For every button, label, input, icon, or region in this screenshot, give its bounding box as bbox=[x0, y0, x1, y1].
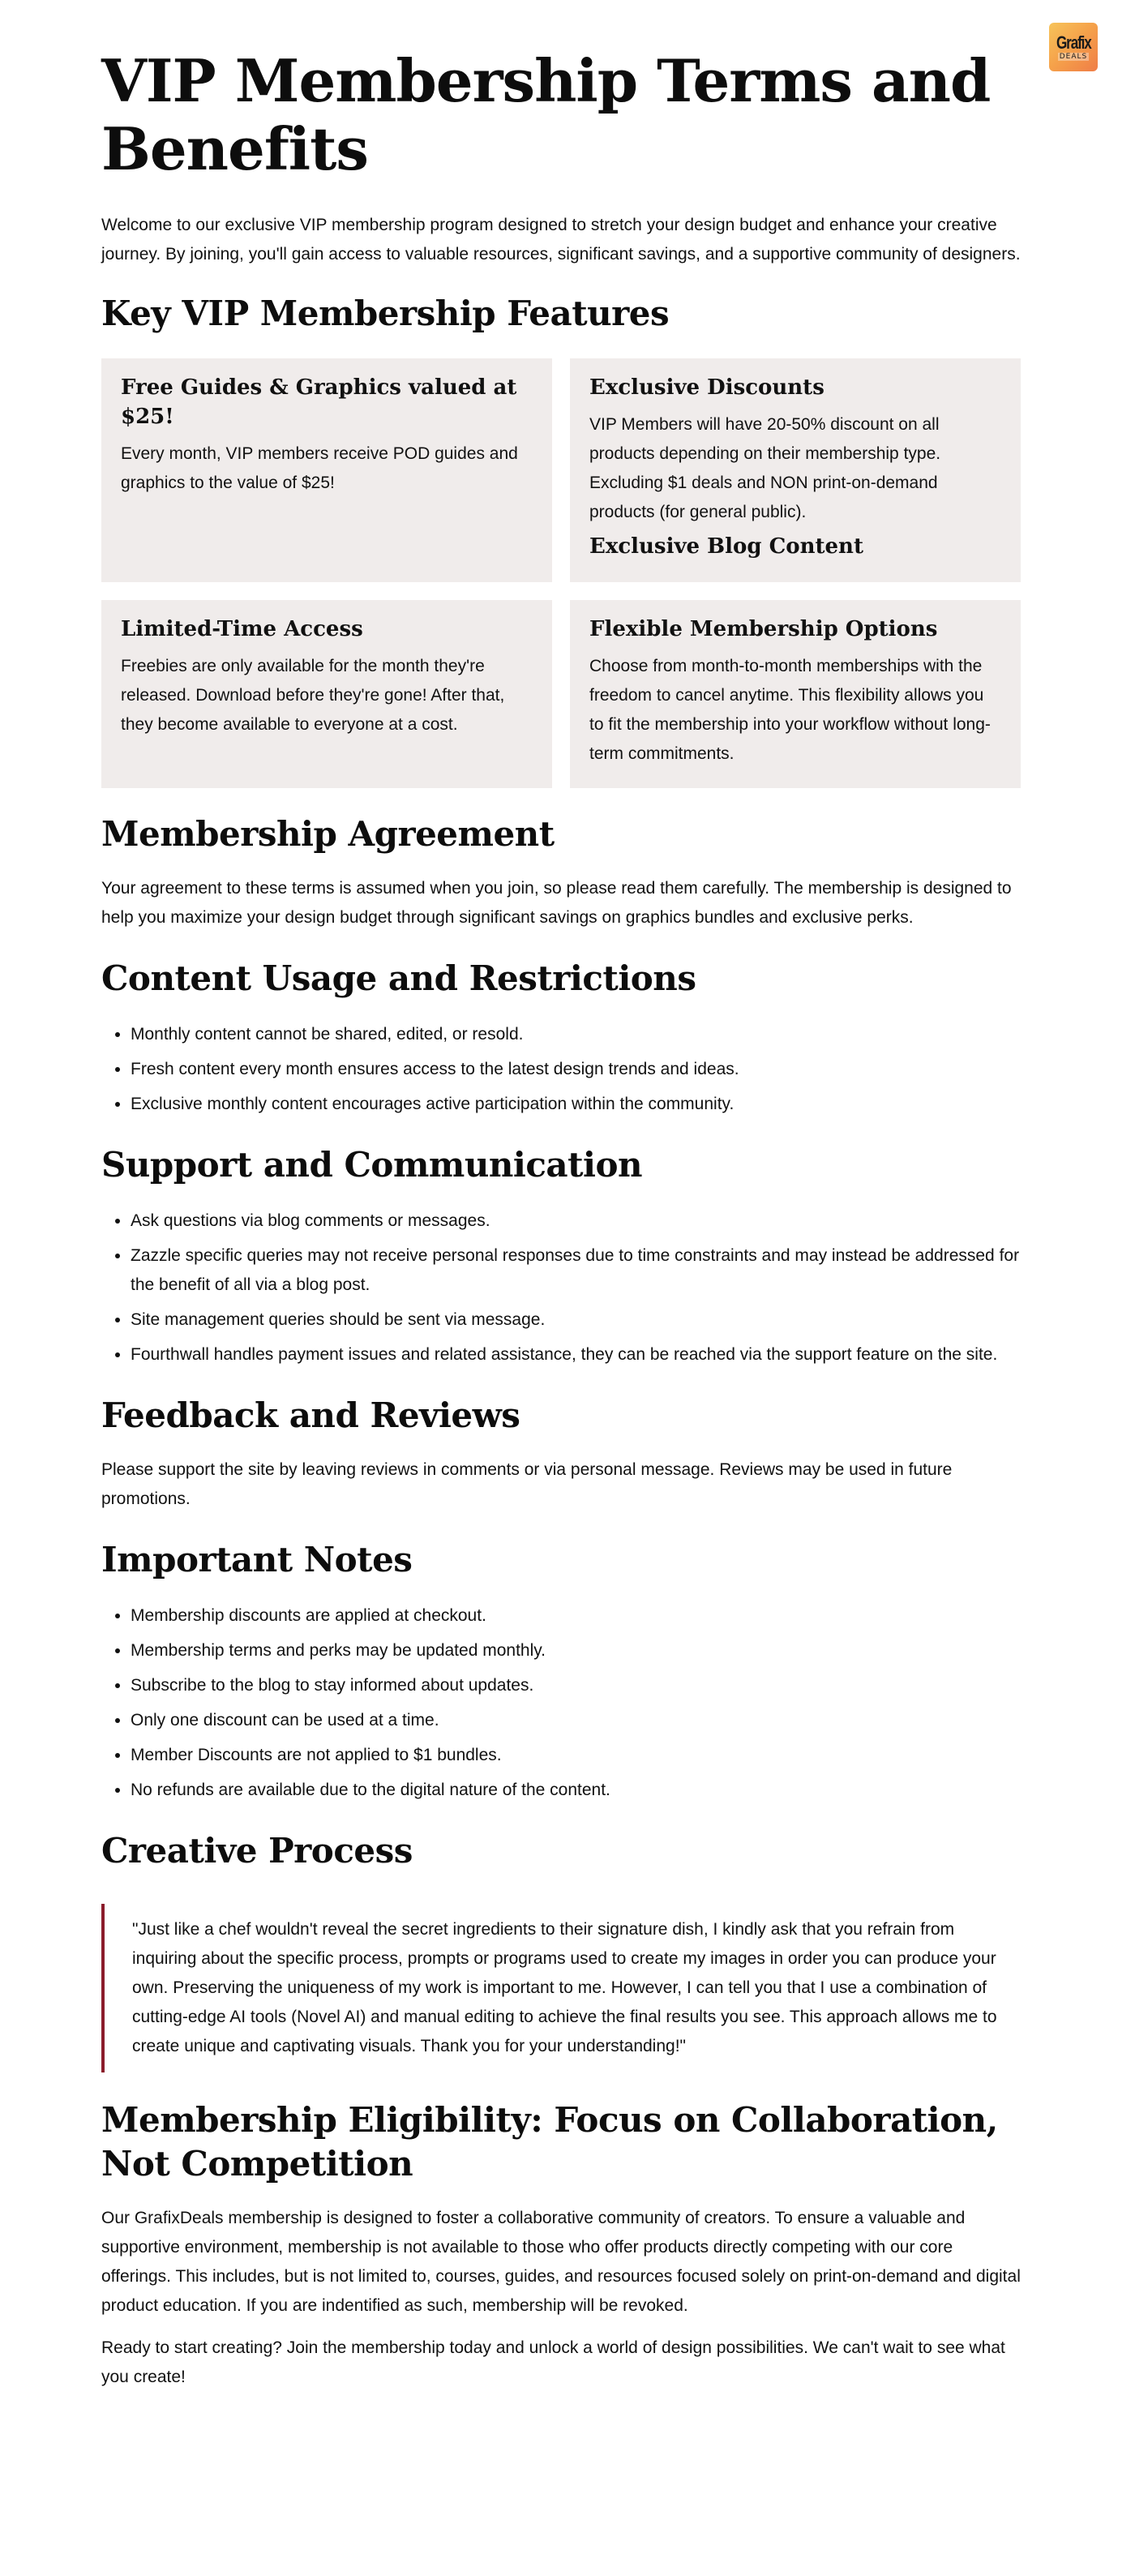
creative-process-quote bbox=[101, 1904, 1021, 2072]
features-heading: Key VIP Membership Features bbox=[101, 294, 670, 333]
list-item: • Fourthwall handles payment issues and related assistance, they can be reached via the support feature on the site. bbox=[131, 1340, 1021, 1369]
list-item: • Exclusive monthly content encourages active participation within the community. bbox=[131, 1090, 1021, 1119]
feature-card-title: Limited-Time Access bbox=[121, 617, 363, 641]
logo-wordmark: Grafix bbox=[1056, 32, 1091, 53]
agreement-heading: Membership Agreement bbox=[101, 814, 555, 854]
feature-card-body: Choose from month-to-month memberships with the freedom to cancel anytime. This flexibility allows you to fit the membership into your workflow without long-term commitments. bbox=[589, 657, 991, 763]
feature-card-exclusive-discounts bbox=[570, 358, 1021, 582]
agreement-paragraph: Your agreement to these terms is assumed when you join, so please read them carefully. The membership is designed to help you maximize your design budget through significant savings on graphics bundles and exclusive perks. bbox=[101, 879, 1012, 927]
page-title: VIP Membership Terms and Benefits bbox=[101, 46, 991, 183]
feature-card-body: Every month, VIP members receive POD guides and graphics to the value of $25! bbox=[121, 444, 518, 492]
feature-card-limited-time bbox=[101, 600, 552, 788]
eligibility-paragraph: Our GrafixDeals membership is designed to foster a collaborative community of creators. To ensure a valuable and supportive environment, membership is not available to those who offer products directly competing with our core offerings. This includes, but is not limited to, courses, guides, and resources focused solely on print-on-demand and digital product education. If you are indentified as such, membership will be revoked. bbox=[101, 2209, 1021, 2315]
closing-paragraph: Ready to start creating? Join the membership today and unlock a world of design possibilities. We can't wait to see what you create! bbox=[101, 2338, 1005, 2386]
feature-card-title: Exclusive Discounts bbox=[589, 375, 824, 400]
feature-card-flexible-options bbox=[570, 600, 1021, 788]
list-item: • Only one discount can be used at a time. bbox=[131, 1706, 1021, 1735]
list-item: • Zazzle specific queries may not receive personal responses due to time constraints and may instead be addressed for the benefit of all via a blog post. bbox=[131, 1241, 1021, 1300]
quote-text: "Just like a chef wouldn't reveal the secret ingredients to their signature dish, I kindly ask that you refrain from inquiring about the specific process, prompts or programs used to create my images in order you can produce your own. Preserving the uniqueness of my work is important to me. However, I can tell you that I use a combination of cutting-edge AI tools (Novel AI) and manual editing to achieve the final results you see. This approach allows me to create unique and captivating visuals. Thank you for your understanding!" bbox=[132, 1920, 997, 2055]
feature-card-body: VIP Members will have 20-50% discount on all products depending on their membership type. Excluding $1 deals and NON print-on-demand products (for general public). bbox=[589, 415, 941, 521]
list-item: • Ask questions via blog comments or messages. bbox=[131, 1207, 1021, 1236]
features-grid bbox=[101, 358, 1021, 788]
list-item: • Site management queries should be sent via message. bbox=[131, 1305, 1021, 1335]
feedback-heading: Feedback and Reviews bbox=[101, 1395, 520, 1435]
feedback-paragraph: Please support the site by leaving reviews in comments or via personal message. Reviews may be used in future promotions. bbox=[101, 1460, 953, 1508]
list-item: • Monthly content cannot be shared, edited, or resold. bbox=[131, 1020, 1021, 1049]
intro-paragraph: Welcome to our exclusive VIP membership program designed to stretch your design budget and enhance your creative journey. By joining, you'll gain access to valuable resources, significant savings, and a supportive community of designers. bbox=[101, 216, 1021, 264]
notes-list bbox=[101, 1601, 1021, 1805]
feature-card-body: Freebies are only available for the month they're released. Download before they're gone! After that, they become available to everyone at a cost. bbox=[121, 657, 505, 734]
logo-tagline: DEALS bbox=[1059, 52, 1088, 61]
list-item: • Fresh content every month ensures access to the latest design trends and ideas. bbox=[131, 1055, 1021, 1084]
eligibility-heading: Membership Eligibility: Focus on Collaboration, Not Competition bbox=[101, 2100, 998, 2184]
feature-card-subtitle-blog-content: Exclusive Blog Content bbox=[589, 534, 863, 559]
list-item: • Member Discounts are not applied to $1 bundles. bbox=[131, 1741, 1021, 1770]
notes-heading: Important Notes bbox=[101, 1540, 413, 1579]
grafix-deals-logo[interactable] bbox=[1049, 23, 1098, 71]
creative-process-heading: Creative Process bbox=[101, 1831, 413, 1871]
support-list bbox=[101, 1207, 1021, 1369]
feature-card-free-guides bbox=[101, 358, 552, 582]
list-item: • Membership terms and perks may be updated monthly. bbox=[131, 1636, 1021, 1665]
list-item: • Subscribe to the blog to stay informed about updates. bbox=[131, 1671, 1021, 1700]
content-usage-heading: Content Usage and Restrictions bbox=[101, 958, 696, 998]
list-item: • Membership discounts are applied at checkout. bbox=[131, 1601, 1021, 1631]
support-heading: Support and Communication bbox=[101, 1145, 643, 1185]
feature-card-title: Free Guides & Graphics valued at $25! bbox=[121, 375, 517, 429]
feature-card-title: Flexible Membership Options bbox=[589, 617, 938, 641]
main-content bbox=[101, 0, 1021, 2392]
content-usage-list bbox=[101, 1020, 1021, 1119]
list-item: • No refunds are available due to the digital nature of the content. bbox=[131, 1776, 1021, 1805]
